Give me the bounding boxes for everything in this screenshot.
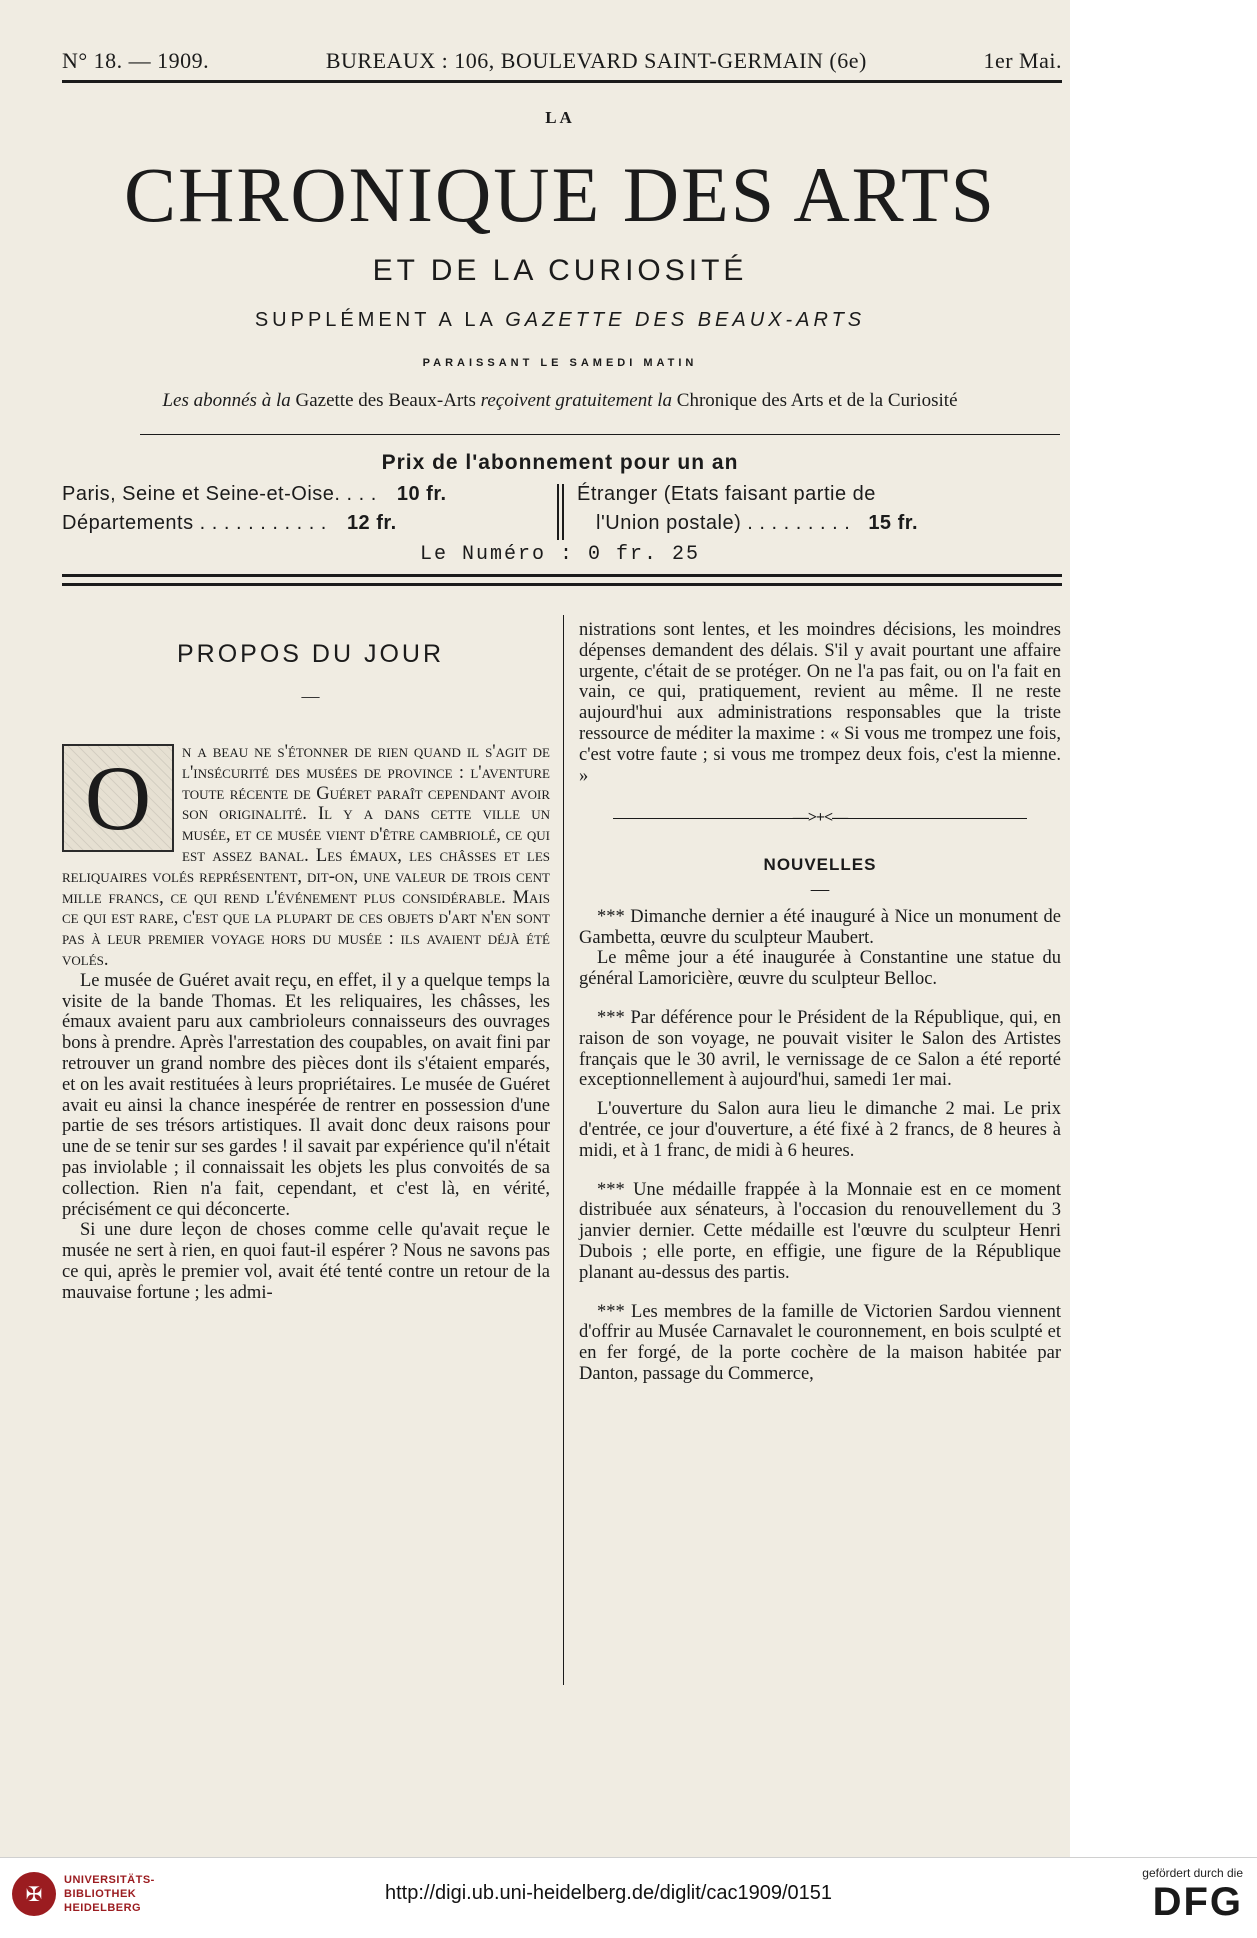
subscription-separator — [557, 484, 559, 540]
departements-price: 12 fr. — [346, 512, 397, 534]
abonnes-part2: Gazette des Beaux-Arts — [290, 390, 481, 411]
departements-label: Départements . . . . . . . . . . . — [62, 512, 327, 534]
issue-number: N° 18. — 1909. — [62, 48, 210, 73]
abonnes-part1: Les abonnés à la — [162, 390, 291, 411]
supplement-gazette: GAZETTE DES BEAUX-ARTS — [505, 309, 866, 331]
paris-row — [62, 483, 447, 506]
etranger-price: 15 fr. — [868, 512, 919, 534]
etranger-row2 — [596, 512, 918, 535]
dfg-logo[interactable] — [1142, 1866, 1243, 1924]
right-column — [579, 620, 1061, 1385]
news-item-2b: L'ouverture du Salon aura lieu le dimanche 2 mai. Le prix d'entrée, ce jour d'ouverture, a été fixé à 2 francs, de 8 heures à midi, et à 1 franc, de midi à 6 heures. — [579, 1099, 1061, 1161]
news-item-2: *** Par déférence pour le Président de la République, qui, en raison de son voyage, ne pouvait visiter le Salon des Artistes français que le 30 avril, le vernissage de ce Salon a été reporté exceptionnellement à aujourd'hui, samedi 1er mai. — [579, 1007, 1061, 1091]
news-item-4: *** Les membres de la famille de Victorien Sardou viennent d'offrir au Musée Carnavalet le couronnement, en bois sculpté et en fer forgé, de la porte cochère de la maison habitée par Danton, passage du Commerce, — [579, 1301, 1061, 1384]
numero-price: Le Numéro : 0 fr. 25 — [419, 543, 701, 566]
paris-price: 10 fr. — [396, 483, 447, 505]
nouvelles-heading: NOUVELLES — [763, 855, 877, 875]
header-rule — [62, 80, 1062, 83]
left-paragraph-2: Le musée de Guéret avait reçu, en effet, il y a quelque temps la visite de la bande Thomas. Et les reliquaires, les châsses, les émaux avaient paru aux cambrioleurs connaisseurs des ouvrages bons à prendre. Après l'arrestation des coupables, on avait fini par retrouver un grand nombre des pièces dont ils s'étaient emparés, et on les avait restituées à leurs propriétaires. Le musée de Guéret avait eu ainsi la chance inespérée de rentrer en possession d'une partie de ses trésors artistiques. Il avait donc deux raisons pour une de se tenir sur ses gardes ! il savait par expérience qu'il n'était pas inviolable ; il connaissait les objets les plus convoités de sa collection. Rien n'a fait, cependant, et c'est là, en vérité, précisément ce qui déconcerte. — [62, 970, 550, 1220]
subscription-title: Prix de l'abonnement pour un an — [381, 451, 739, 474]
etranger-label: l'Union postale) . . . . . . . . . — [596, 512, 851, 534]
uni-line-2: BIBLIOTHEK — [64, 1888, 137, 1900]
issue-date: 1er Mai. — [983, 48, 1062, 73]
footer-bar — [0, 1857, 1257, 1938]
abonnes-part4: Chronique des Arts et de la Curiosité — [672, 390, 958, 411]
dfg-caption: gefördert durch die — [1142, 1866, 1243, 1880]
bureaux-address: BUREAUX : 106, BOULEVARD SAINT-GERMAIN (6e) — [325, 48, 867, 73]
rule-double-top — [62, 574, 1062, 577]
supplement-prefix: SUPPLÉMENT A LA — [254, 309, 506, 331]
source-url-link[interactable]: http://digi.ub.uni-heidelberg.de/diglit/cac1909/0151 — [385, 1882, 832, 1904]
supplement-line — [0, 309, 1120, 332]
left-paragraph-1 — [62, 742, 550, 971]
uni-line-3: HEIDELBERG — [64, 1902, 142, 1914]
paraissant-line: PARAISSANT LE SAMEDI MATIN — [422, 357, 698, 369]
etranger-row1: Étranger (Etats faisant partie de — [577, 483, 876, 505]
news-item-3: *** Une médaille frappée à la Monnaie est en ce moment distribuée aux sénateurs, à l'occasion du renouvellement du 3 janvier dernier. Cette médaille est l'œuvre du sculpteur Henri Dubois ; elle porte, en effigie, une figure de la République planant au-dessus des partis. — [579, 1179, 1061, 1283]
propos-heading: PROPOS DU JOUR — [176, 640, 445, 668]
dfg-wordmark: DFG — [1152, 1880, 1243, 1924]
column-separator — [563, 615, 564, 1685]
abonnes-line — [0, 390, 1120, 412]
right-paragraph-continued: nistrations sont lentes, et les moindres décisions, les moindres dépenses demandent des délais. S'il y avait pourtant une affaire urgente, c'était de se protéger. On ne l'a pas fait, ou on l'a fait en vain, ce qui, pratiquement, revient au même. Il ne reste aujourd'hui aux administrations responsables que la triste ressource de méditer la maxime : « Si vous me trompez une fois, c'est votre faute ; si vous me trompez deux fois, c'est la mienne. » — [579, 620, 1061, 786]
masthead-la: LA — [545, 108, 575, 127]
masthead-subtitle: ET DE LA CURIOSITÉ — [372, 254, 748, 287]
paris-label: Paris, Seine et Seine-et-Oise. . . . — [62, 483, 377, 505]
university-name — [64, 1873, 155, 1915]
masthead-title: CHRONIQUE DES ARTS — [123, 151, 997, 238]
left-column — [62, 742, 550, 1304]
abonnes-part3: reçoivent gratuitement la — [480, 390, 673, 411]
university-logo[interactable] — [12, 1872, 155, 1916]
news-item-1: *** Dimanche dernier a été inauguré à Nice un monument de Gambetta, œuvre du sculpteur Maubert. — [579, 906, 1061, 948]
seal-icon: ✠ — [12, 1872, 56, 1916]
rule-double-bottom — [62, 583, 1062, 586]
uni-line-1: UNIVERSITÄTS- — [64, 1874, 155, 1886]
subscription-separator-2 — [562, 484, 564, 540]
news-item-1b: Le même jour a été inaugurée à Constantine une statue du général Lamoricière, œuvre du sculpteur Belloc. — [579, 948, 1061, 990]
departements-row — [62, 512, 397, 535]
masthead-divider — [140, 434, 1060, 435]
left-p1-text: n a beau ne s'étonner de rien quand il s'agit de l'insécurité des musées de province : l'aventure toute récente de Guéret paraît cependant avoir son originalité. Il y a dans cette ville un musée, et ce musée vient d'être cambriolé, ce qui est assez banal. Les émaux, les châsses et les reliquaires volés représentent, dit-on, une valeur de trois cent mille francs, ce qui rend l'événement plus considérable. Mais ce qui est rare, c'est que la plupart de ces objets d'art n'en sont pas à leur premier voyage hors du musée : ils avaient déjà été volés. — [62, 742, 550, 970]
dropcap-ornament: O — [62, 744, 174, 852]
propos-dash: — — [301, 686, 320, 706]
ornament-glyph: —>+<— — [792, 809, 848, 827]
ornament-divider — [579, 808, 1061, 829]
left-paragraph-3: Si une dure leçon de choses comme celle qu'avait reçue le musée ne sert à rien, en quoi faut-il espérer ? Nous ne savons pas ce qui, après le premier vol, avait été tenté contre un retour de la mauvaise fortune ; les admi- — [62, 1220, 550, 1303]
header-line — [62, 48, 1062, 74]
nouvelles-dash: — — [810, 879, 830, 900]
